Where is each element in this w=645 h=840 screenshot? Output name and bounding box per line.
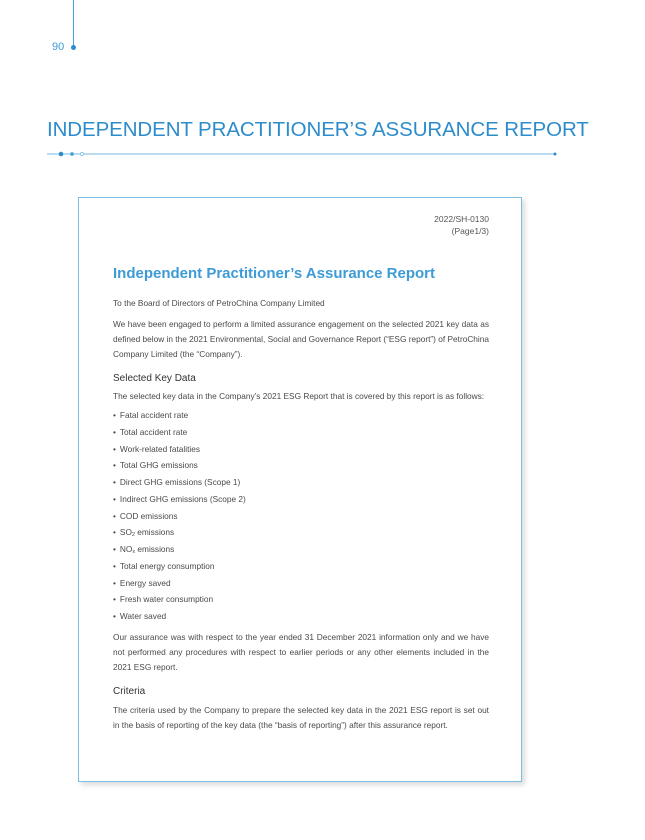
page-margin-dot	[71, 45, 76, 50]
report-reference	[434, 213, 489, 237]
so2-subscript: 2	[131, 532, 135, 539]
criteria-heading: Criteria	[113, 686, 146, 697]
nox-suffix: emissions	[135, 544, 175, 554]
criteria-paragraph	[113, 703, 489, 733]
list-item: • Fresh water consumption	[113, 591, 246, 608]
assurance-scope-text: Our assurance was with respect to the year ended 31 December 2021 information only and we have not performed any procedures with respect to earlier periods or any other elements included in the 2021 ESG report.	[113, 632, 489, 672]
report-card	[78, 197, 522, 782]
addressee-text: To the Board of Directors of PetroChina Company Limited	[113, 298, 325, 308]
key-data-list	[113, 407, 246, 625]
list-item: • Total accident rate	[113, 424, 246, 441]
list-item: • Work-related fatalities	[113, 441, 246, 458]
list-item-so2	[113, 524, 246, 541]
so2-suffix: emissions	[134, 527, 175, 538]
nox-subscript: x	[132, 549, 136, 555]
list-item-nox	[113, 541, 246, 558]
page-number: 90	[52, 41, 65, 53]
reference-page: (Page1/3)	[451, 226, 489, 236]
list-item: • Indirect GHG emissions (Scope 2)	[113, 491, 246, 508]
list-item: • Energy saved	[113, 575, 246, 592]
page-title: INDEPENDENT PRACTITIONER’S ASSURANCE REPORT	[47, 118, 589, 141]
list-item: • Fatal accident rate	[113, 407, 246, 424]
addressee	[113, 296, 489, 311]
list-item: • Direct GHG emissions (Scope 1)	[113, 474, 246, 491]
so2-prefix: SO	[119, 527, 132, 538]
report-title: Independent Practitioner’s Assurance Report	[113, 265, 436, 282]
selected-key-data-heading: Selected Key Data	[113, 373, 196, 384]
list-item: • COD emissions	[113, 508, 246, 525]
criteria-text: The criteria used by the Company to prepare the selected key data in the 2021 ESG report is set out in the basis of reporting of the key data (the “basis of reporting”) after this assurance report.	[113, 705, 489, 730]
reference-code: 2022/SH-0130	[434, 214, 489, 224]
list-item: • Water saved	[113, 608, 246, 625]
page-margin-line	[73, 0, 74, 46]
intro-text: We have been engaged to perform a limited assurance engagement on the selected 2021 key data as defined below in the 2021 Environmental, Social and Governance Report (“ESG report”) of PetroChina Company Limited (the “Company”).	[113, 319, 489, 359]
list-item: • Total GHG emissions	[113, 457, 246, 474]
assurance-scope-paragraph	[113, 630, 489, 675]
selected-intro	[113, 389, 489, 404]
list-item: • Total energy consumption	[113, 558, 246, 575]
title-divider	[47, 151, 557, 157]
selected-intro-text: The selected key data in the Company’s 2021 ESG Report that is covered by this report is as follows:	[113, 391, 485, 401]
intro-paragraph	[113, 317, 489, 362]
nox-prefix: NO	[119, 544, 133, 554]
